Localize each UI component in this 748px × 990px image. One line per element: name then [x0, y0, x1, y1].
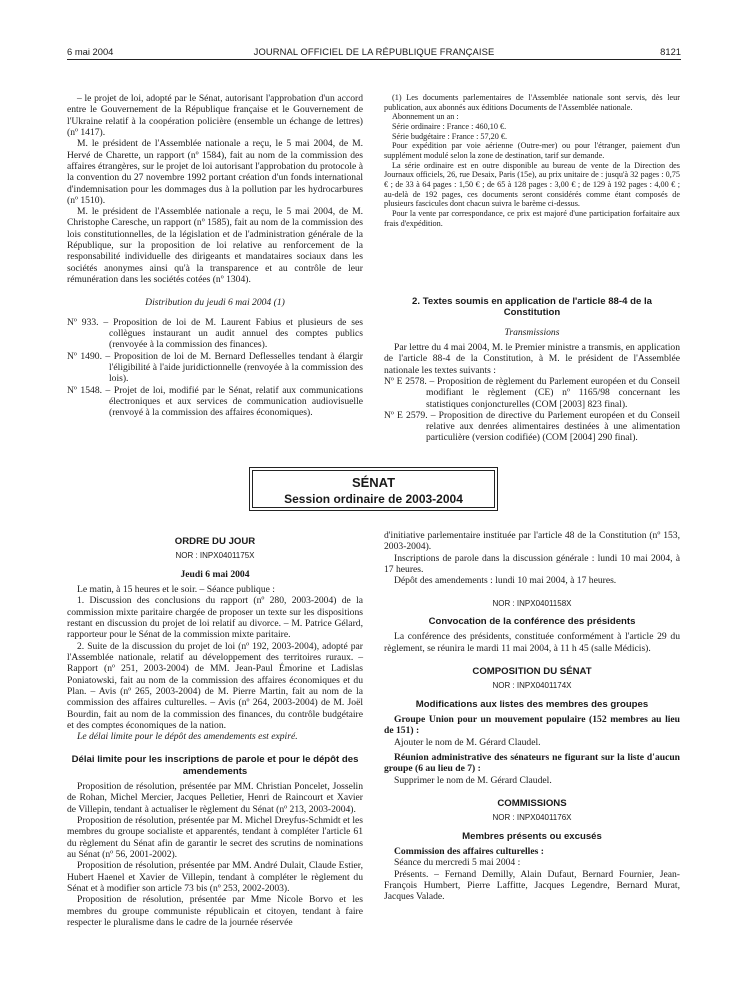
- nor-reference: NOR : INPX0401158X: [492, 598, 572, 608]
- membres-heading: Membres présents ou excusés: [462, 830, 602, 842]
- paragraph: Séance du mercredi 5 mai 2004 :: [394, 857, 521, 869]
- paragraph: Par lettre du 4 mai 2004, M. le Premier ministre a transmis, en application de l'article 88-4 de la Constitution, à M. le président de l'Assemblée nationale les textes suivants :: [384, 341, 680, 376]
- composition-heading: COMPOSITION DU SÉNAT: [472, 665, 592, 677]
- commissions-heading: COMMISSIONS: [497, 797, 567, 809]
- paragraph: Proposition de résolution, présentée par Mme Nicole Borvo et les membres du groupe communiste républicain et citoyen, tendant à faire respecter le pluralisme dans le cadre de la journée réservée: [67, 894, 363, 928]
- footnote: La série ordinaire est en outre disponible au bureau de vente de la Direction des Journaux officiels, 26, rue Desaix, Paris (15e), au prix unitaire de : jusqu'à 32 pages : 0,75 € ; de 33 à 64 pages : 1,50 € ; de 65 à 128 pages : 3,00 € ; de 129 à 192 pages : 4,00 € ; au-delà de 192 pages, ces documents seront considérés comme étant composés de plusieurs fascicules dont chacun suivra le barème ci-dessus.: [384, 160, 680, 209]
- header-title: JOURNAL OFFICIEL DE LA RÉPUBLIQUE FRANÇAISE: [253, 46, 495, 57]
- paragraph: Ajouter le nom de M. Gérard Claudel.: [394, 736, 541, 748]
- distribution-heading: Distribution du jeudi 6 mai 2004 (1): [145, 297, 285, 309]
- paragraph: Proposition de résolution, présentée par MM. Christian Poncelet, Josselin de Rohan, Michel Mercier, Jacques Pelletier, Henri de Raincourt et Xavier de Villepin, tendant à actualiser le règlement du Sénat (nº 213, 2003-2004).: [67, 781, 363, 815]
- footnote-line: Abonnement un an :: [392, 112, 459, 122]
- paragraph: La conférence des présidents, constituée conformément à l'article 29 du règlement, se réunira le mardi 11 mai 2004, à 11 h 45 (salle Médicis).: [384, 631, 680, 654]
- list-item: Nº 933. – Proposition de loi de M. Laurent Fabius et plusieurs de ses collègues instaurant un audit annuel des comptes publics (renvoyée à la commission des finances).: [67, 316, 363, 351]
- footnote: (1) Les documents parlementaires de l'Assemblée nationale sont servis, dès leur publication, aux abonnés aux éditions Documents de l'Assemblée nationale.: [384, 93, 680, 112]
- paragraph: Proposition de résolution, présentée par M. Michel Dreyfus-Schmidt et les membres du groupe socialiste et apparentés, tendant à compléter l'article 61 du règlement du Sénat afin de garantir le secret des scrutins de nominations au Sénat (nº 56, 2001-2002).: [67, 815, 363, 860]
- footnote: Pour expédition par voie aérienne (Outre-mer) ou pour l'étranger, paiement d'un supplément modulé selon la zone de destination, tarif sur demande.: [384, 141, 680, 161]
- header-page-number: 8121: [660, 46, 681, 57]
- header-date: 6 mai 2004: [67, 46, 114, 57]
- nor-reference: NOR : INPX0401175X: [175, 551, 255, 561]
- modifications-heading: Modifications aux listes des membres des groupes: [415, 698, 649, 710]
- paragraph: d'initiative parlementaire instituée par l'article 48 de la Constitution (nº 153, 2003-2004).: [384, 530, 680, 553]
- paragraph: 2. Suite de la discussion du projet de loi (nº 192, 2003-2004), adopté par l'Assemblée nationale, relatif au développement des territoires ruraux. – Rapport (nº 251, 2003-2004) de MM. Jean-Paul Émorine et Ladislas Poniatowski, fait au nom de la commission des affaires économiques et du Plan. – Avis (nº 265, 2003-2004) de M. Pierre Martin, fait au nom de la commission des affaires culturelles. – Avis (nº 264, 2003-2004) de M. Joël Bourdin, fait au nom de la commission des finances, du contrôle budgétaire et des comptes économiques de la nation.: [67, 640, 363, 731]
- paragraph: M. le président de l'Assemblée nationale a reçu, le 5 mai 2004, de M. Christophe Caresche, un rapport (nº 1585), fait au nom de la commission des lois constitutionnelles, de la législation et de l'administration générale de la République, sur la proposition de loi relative au renforcement de la responsabilité individuelle des dirigeants et mandataires sociaux dans les sociétés anonymes ainsi qu'à la transparence et au contrôle de leur rémunération dans les sociétés cotées (nº 1304).: [67, 206, 363, 285]
- convocation-heading: Convocation de la conférence des présidents: [428, 616, 636, 627]
- nor-reference: NOR : INPX0401174X: [492, 681, 572, 691]
- delai-heading: Délai limite pour les inscriptions de parole et pour le dépôt des amendements: [71, 754, 359, 777]
- footnote-line: Série ordinaire : France : 460,10 €.: [392, 122, 507, 132]
- paragraph: Présents. – Fernand Demilly, Alain Dufaut, Bernard Fournier, Jean-François Humbert, Pierre Laffitte, Jacques Legendre, Bernard Murat, Jacques Valade.: [384, 868, 680, 903]
- paragraph: Inscriptions de parole dans la discussion générale : lundi 10 mai 2004, à 17 heures.: [384, 552, 680, 575]
- top-left-column: [67, 93, 363, 418]
- group-line: Groupe Union pour un mouvement populaire (152 membres au lieu de 151) :: [384, 714, 680, 737]
- paragraph: – le projet de loi, adopté par le Sénat, autorisant l'approbation d'un accord entre le Gouvernement de la République française et le Gouvernement de l'Ukraine relatif à la coopération policière (ensemble un échange de lettres) (nº 1417).: [67, 93, 363, 138]
- paragraph: Supprimer le nom de M. Gérard Claudel.: [394, 774, 552, 786]
- paragraph: M. le président de l'Assemblée nationale a reçu, le 5 mai 2004, de M. Hervé de Charette, un rapport (nº 1584), fait au nom de la commission des affaires étrangères, sur le projet de loi autorisant l'approbation du protocole à la convention du 27 novembre 1992 portant création d'un fonds international d'indemnisation pour les dommages dus à la pollution par les hydrocarbures (nº 1510).: [67, 138, 363, 206]
- paragraph: Dépôt des amendements : lundi 10 mai 2004, à 17 heures.: [394, 575, 617, 587]
- bottom-left-column: [67, 536, 363, 928]
- senat-session: Session ordinaire de 2003-2004: [284, 492, 463, 507]
- top-right-column: [384, 93, 680, 228]
- paragraph: 1. Discussion des conclusions du rapport (nº 280, 2003-2004) de la commission mixte paritaire chargée de proposer un texte sur les dispositions restant en discussion du projet de loi relatif au divorce. – M. Patrice Gélard, rapporteur pour le Sénat de la commission mixte paritaire.: [67, 595, 363, 641]
- date-heading: Jeudi 6 mai 2004: [180, 568, 250, 580]
- top-right-section: [384, 296, 680, 444]
- paragraph: Le délai limite pour le dépôt des amendements est expiré.: [77, 731, 298, 743]
- list-item: Nº E 2578. – Proposition de règlement du Parlement européen et du Conseil modifiant le règlement (CE) nº 1165/98 concernant les statistiques conjoncturelles (COM [2003] 823 final).: [384, 375, 680, 410]
- nor-reference: NOR : INPX0401176X: [492, 813, 572, 823]
- transmissions-heading: Transmissions: [504, 326, 560, 338]
- paragraph: Le matin, à 15 heures et le soir. – Séance publique :: [77, 584, 275, 596]
- footnote-line: Série budgétaire : France : 57,20 €.: [392, 131, 508, 141]
- senat-title-box: [252, 470, 495, 508]
- commission-line: Commission des affaires culturelles :: [394, 845, 544, 857]
- senat-title: SÉNAT: [351, 475, 396, 490]
- list-item: Nº 1490. – Proposition de loi de M. Bernard Deflesselles tendant à élargir l'éligibilité à l'aide juridictionnelle (renvoyée à la commission des lois).: [67, 350, 363, 385]
- page-header: [67, 46, 681, 60]
- section-heading: 2. Textes soumis en application de l'article 88-4 de la Constitution: [412, 296, 652, 319]
- footnote: Pour la vente par correspondance, ce prix est majoré d'une participation forfaitaire aux frais d'expédition.: [384, 209, 680, 228]
- list-item: Nº 1548. – Projet de loi, modifié par le Sénat, relatif aux communications électroniques et aux services de communication audiovisuelle (renvoyé à la commission des affaires économiques).: [67, 384, 363, 419]
- list-item: Nº E 2579. – Proposition de directive du Parlement européen et du Conseil relative aux denrées alimentaires destinées à une alimentation particulière (version codifiée) (COM [2004] 290 final).: [384, 409, 680, 444]
- paragraph: Proposition de résolution, présentée par MM. André Dulait, Claude Estier, Hubert Haenel et Xavier de Villepin, tendant à compléter le règlement du Sénat et à modifier son article 73 bis (nº 253, 2002-2003).: [67, 860, 363, 894]
- bottom-right-column: [384, 530, 680, 903]
- ordre-du-jour-heading: ORDRE DU JOUR: [174, 536, 256, 547]
- group-line: Réunion administrative des sénateurs ne figurant sur la liste d'aucun groupe (6 au lieu de 7) :: [384, 751, 680, 775]
